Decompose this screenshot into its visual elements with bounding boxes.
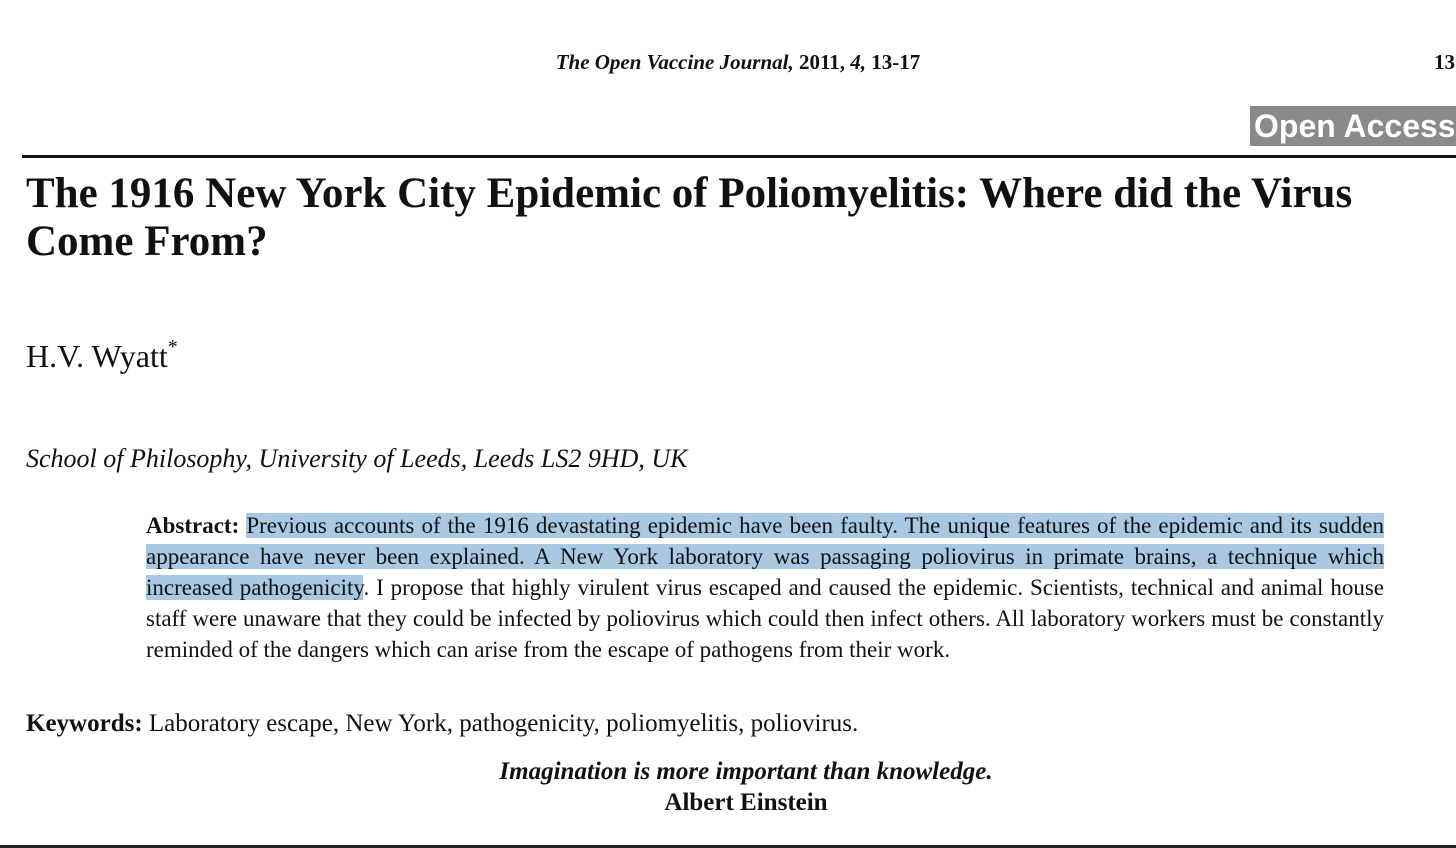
author-name: [26, 336, 178, 375]
abstract-text[interactable]: . I propose that highly virulent virus escaped and caused the epidemic. Scientists, technical and animal house staff were unaware that they could be infected by poliovirus which could then infect others. All laboratory workers must be constantly reminded of the dangers which can arise from the escape of pathogens from their work.: [146, 575, 1384, 662]
journal-pages: 13-17: [866, 50, 921, 74]
journal-citation: [0, 50, 1456, 75]
epigraph-attribution: Albert Einstein: [664, 789, 828, 816]
corresponding-author-mark: *: [167, 336, 178, 358]
article-title: [26, 170, 1456, 266]
abstract-highlighted-text[interactable]: Previous accounts of the 1916 devastating epidemic have been faulty. The unique features of the epidemic and its sudden appearance have never been explained. A New York laboratory was passaging poliovirus in primate brains, a technique which increased pathogenicity: [146, 513, 1384, 600]
article-title-line-2: Come From?: [26, 218, 268, 265]
keywords-text: Laboratory escape, New York, pathogenicity, poliomyelitis, poliovirus.: [142, 710, 859, 737]
abstract: [146, 510, 1384, 665]
abstract-label: Abstract:: [146, 513, 240, 538]
keywords: [26, 710, 858, 738]
epigraph-quote: Imagination is more important than knowledge.: [499, 758, 993, 785]
journal-year: 2011,: [793, 50, 851, 74]
header-divider: [22, 155, 1456, 158]
author-affiliation: School of Philosophy, University of Leeds, Leeds LS2 9HD, UK: [26, 444, 688, 473]
author-name-text: H.V. Wyatt: [26, 338, 168, 374]
page-number: 13: [1434, 50, 1455, 74]
journal-name: The Open Vaccine Journal,: [555, 50, 794, 74]
journal-volume: 4,: [850, 50, 867, 74]
open-access-badge: Open Access: [1250, 106, 1456, 146]
keywords-label: Keywords:: [26, 710, 143, 737]
article-title-line-1: The 1916 New York City Epidemic of Poliomyelitis: Where did the Virus: [26, 170, 1353, 217]
